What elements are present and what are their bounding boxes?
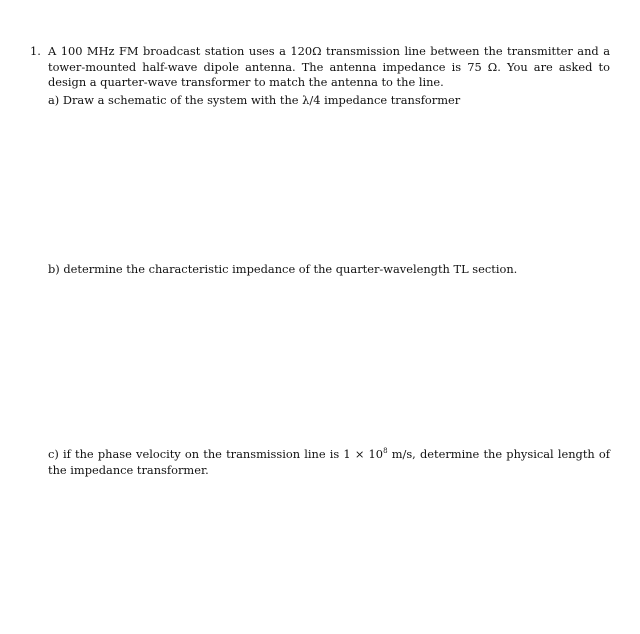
part-c-text-end: m/s, determine the physical length of the impedance transformer. (48, 447, 610, 477)
problem-1 (30, 44, 610, 91)
part-c-text-start: c) if the phase velocity on the transmission line is 1 × 10 (48, 447, 384, 461)
problem-statement: A 100 MHz FM broadcast station uses a 120Ω transmission line between the transmitter and a tower-mounted half-wave dipole antenna. The antenna impedance is 75 Ω. You are asked to design a quarter-wave transformer to match the antenna to the line. (48, 44, 610, 89)
problem-number: 1. (30, 44, 41, 58)
part-c-exponent: 8 (383, 447, 388, 456)
part-a-question: a) Draw a schematic of the system with the λ/4 impedance transformer (48, 93, 461, 107)
part-b-question: b) determine the characteristic impedance of the quarter-wavelength TL section. (48, 262, 518, 276)
part-c-question (48, 447, 610, 478)
